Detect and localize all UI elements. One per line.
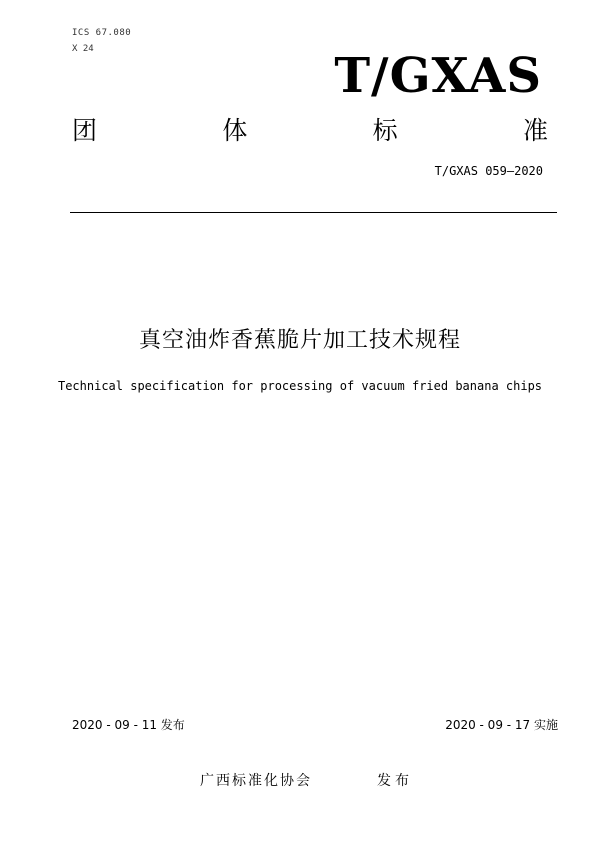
standard-logo: T/GXAS — [334, 48, 542, 104]
standard-type-char: 标 — [372, 116, 398, 145]
ics-code: ICS 67.080 — [72, 28, 132, 38]
standard-number: T/GXAS 059—2020 — [434, 164, 543, 178]
standard-type-char: 体 — [222, 116, 248, 145]
publish-label: 发布 — [377, 773, 413, 789]
issue-date: 2020 - 09 - 11 发布 — [72, 718, 185, 732]
standard-type — [72, 116, 548, 146]
ccs-code: X 24 — [72, 44, 94, 54]
publisher: 广西标准化协会 — [200, 773, 312, 789]
header-divider — [70, 212, 557, 213]
document-title-english: Technical specification for processing of vacuum fried banana chips — [57, 379, 543, 393]
standard-type-char: 团 — [72, 116, 98, 145]
implementation-date: 2020 - 09 - 17 实施 — [445, 718, 558, 732]
document-title-chinese: 真空油炸香蕉脆片加工技术规程 — [138, 328, 461, 353]
standard-type-char: 准 — [522, 116, 548, 145]
